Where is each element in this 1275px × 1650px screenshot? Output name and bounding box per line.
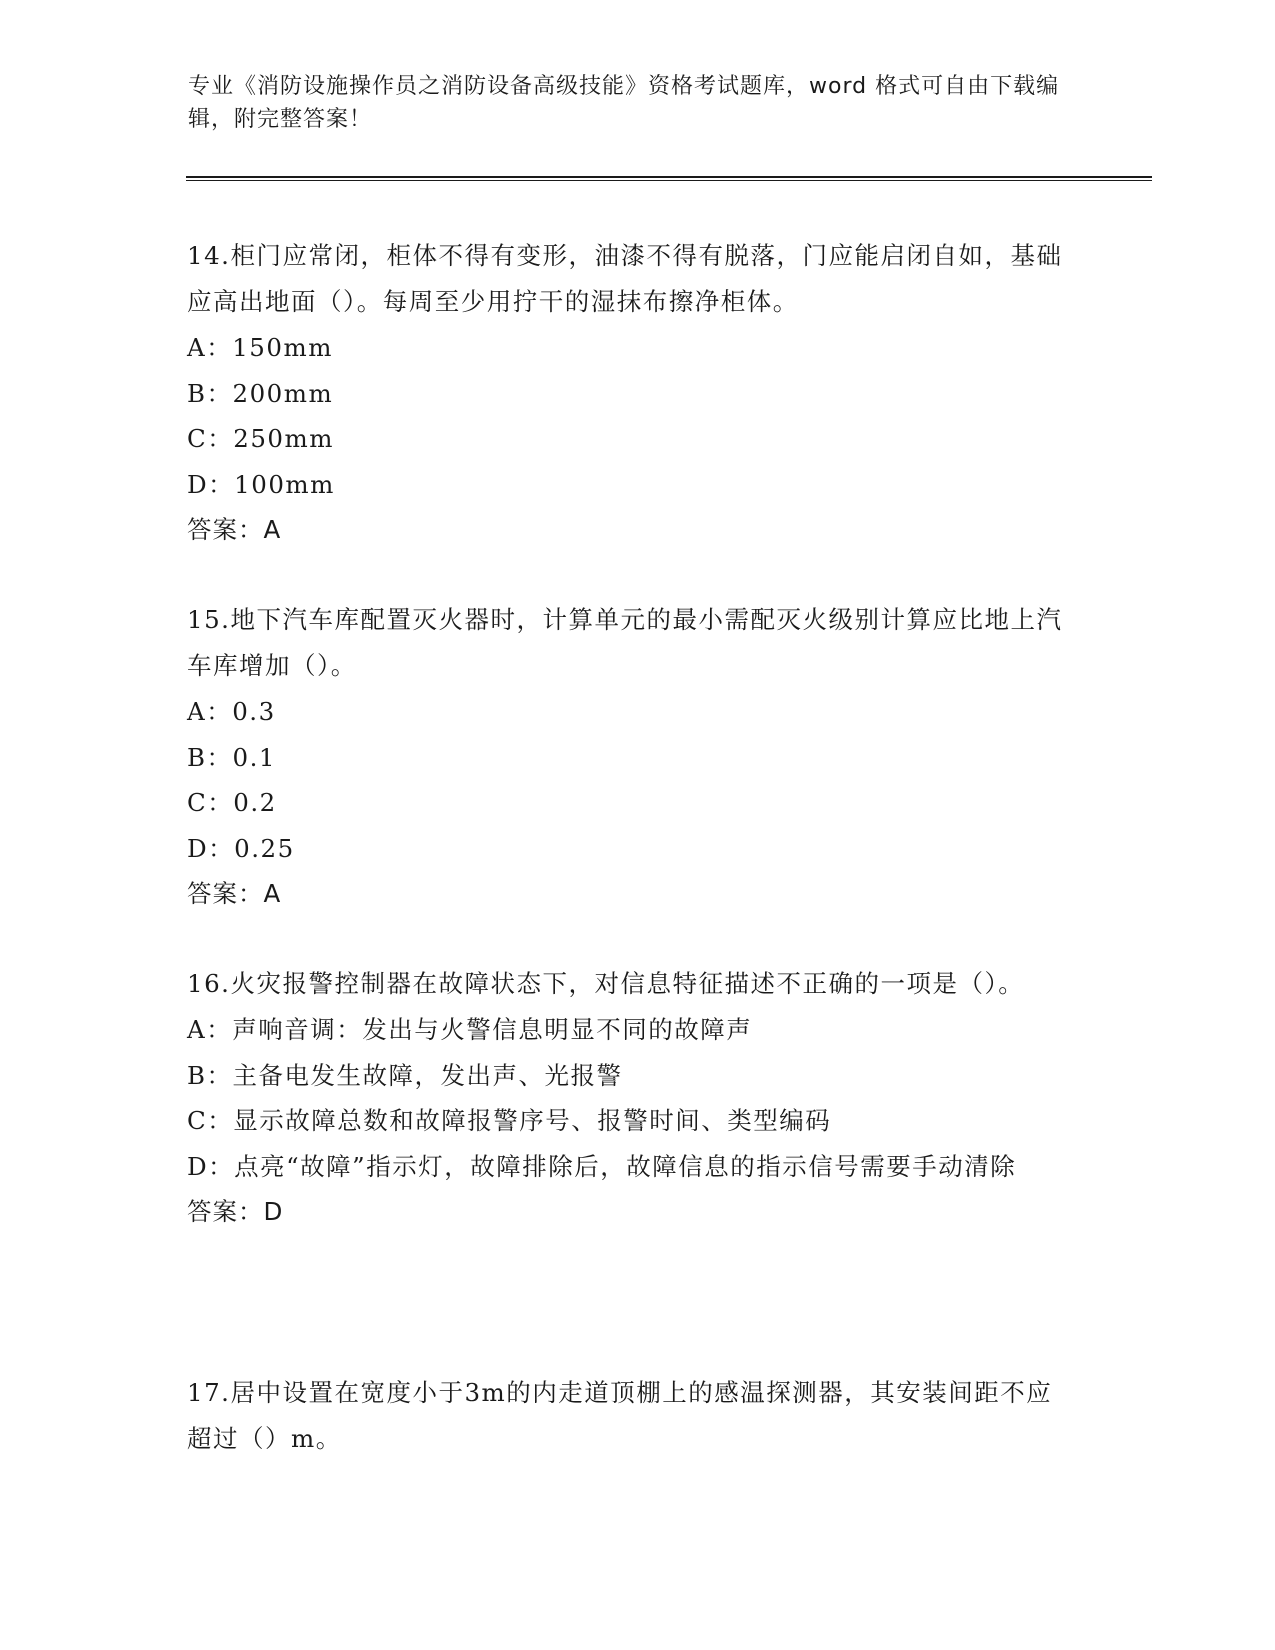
header-divider [186,176,1152,181]
option-d: D：点亮“故障”指示灯，故障排除后，故障信息的指示信号需要手动清除 [187,1151,1017,1181]
option-a: A：声响音调：发出与火警信息明显不同的故障声 [187,1015,753,1044]
question-stem: 15.地下汽车库配置灭火器时，计算单元的最小需配灭火级别计算应比地上汽车库增加（）。 [187,605,1063,680]
option-c: C：250mm [187,424,334,453]
option-c: C：0.2 [187,788,277,817]
question-15 [187,597,1067,917]
option-b: B：主备电发生故障，发出声、光报警 [187,1060,623,1090]
answer-line: 答案：A [187,879,282,908]
option-d: D：0.25 [187,833,295,863]
option-b: B：200mm [187,378,334,408]
question-14 [187,233,1067,553]
question-stem: 14.柜门应常闭，柜体不得有变形，油漆不得有脱落，门应能启闭自如，基础应高出地面（）。每周至少用拧干的湿抹布擦净柜体。 [187,241,1063,316]
answer-line: 答案：A [187,515,282,544]
option-c: C：显示故障总数和故障报警序号、报警时间、类型编码 [187,1106,832,1135]
document-header: 专业《消防设施操作员之消防设备高级技能》资格考试题库，word 格式可自由下载编辑，附完整答案！ [188,74,1060,132]
option-a: A：0.3 [187,697,276,726]
question-stem: 17.居中设置在宽度小于3m的内走道顶棚上的感温探测器，其安装间距不应超过（）m。 [187,1378,1053,1453]
question-17 [187,1370,1067,1462]
question-16 [187,961,1067,1235]
option-d: D：100mm [187,469,335,499]
option-b: B：0.1 [187,742,276,772]
answer-line: 答案：D [187,1197,284,1226]
option-a: A：150mm [187,333,333,362]
question-stem: 16.火灾报警控制器在故障状态下，对信息特征描述不正确的一项是（）。 [187,969,1025,998]
